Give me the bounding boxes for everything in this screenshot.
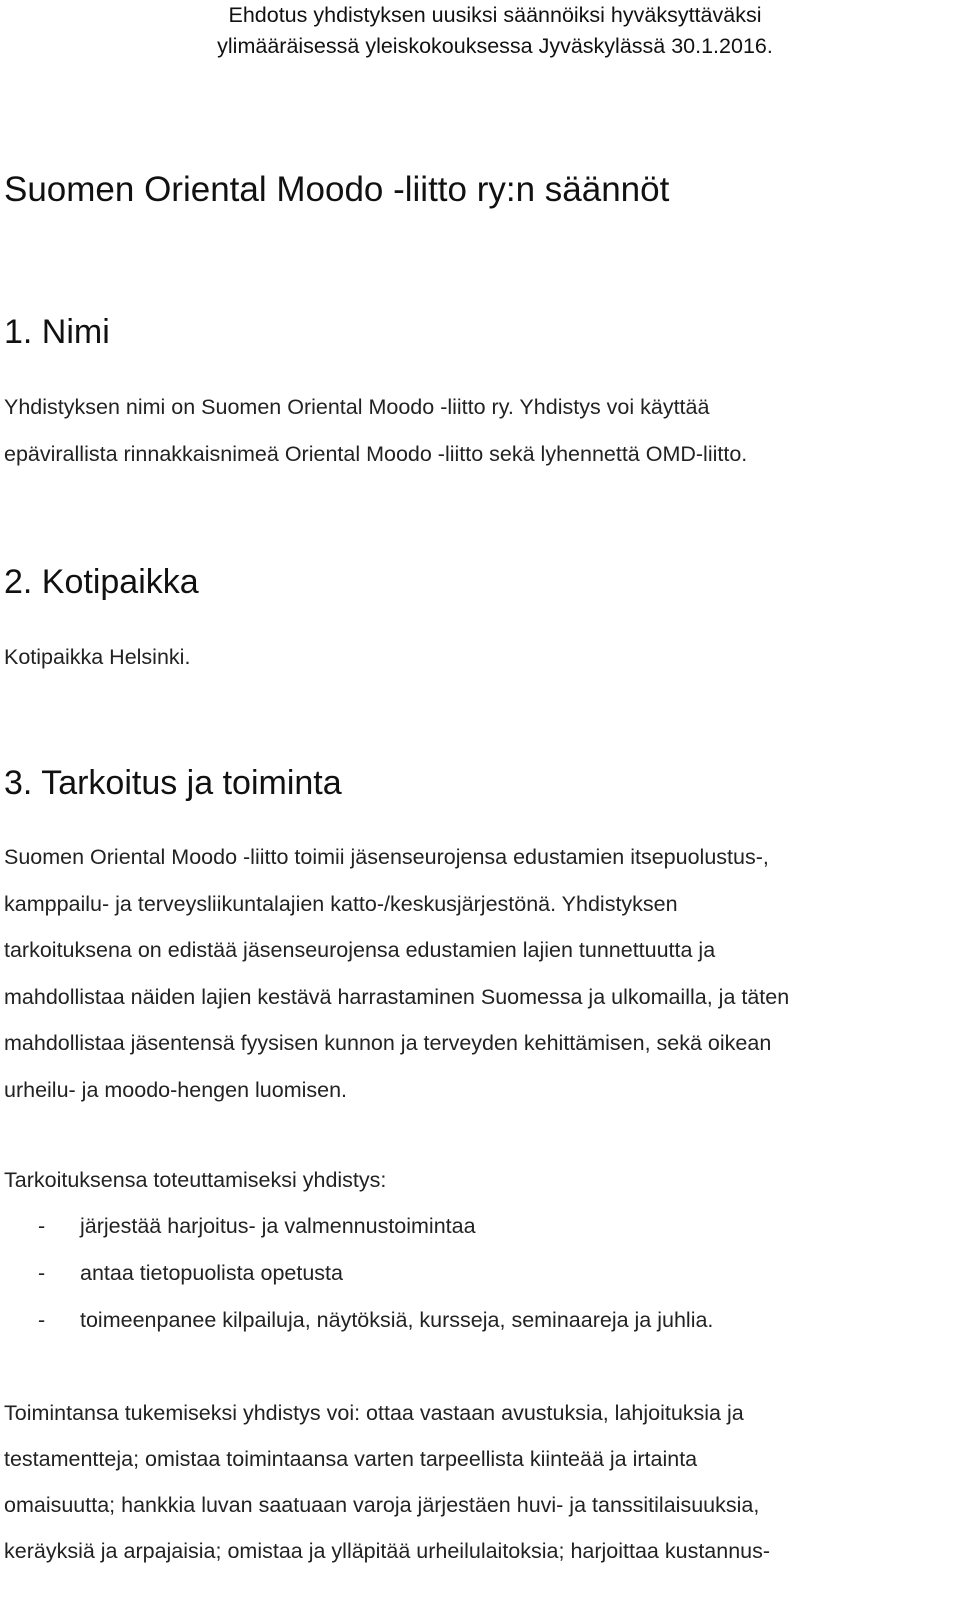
document-header: [0, 0, 960, 62]
list-item: [4, 1203, 954, 1250]
paragraph-nimi: [4, 384, 954, 478]
paragraph-line: Kotipaikka Helsinki.: [4, 645, 191, 669]
purpose-list: [4, 1203, 954, 1344]
paragraph-support: [4, 1390, 954, 1574]
section-heading-nimi: 1. Nimi: [4, 313, 110, 351]
document-title: Suomen Oriental Moodo -liitto ry:n säännöt: [4, 170, 670, 209]
list-item-text: järjestää harjoitus- ja valmennustoimintaa: [80, 1214, 476, 1238]
paragraph-line: omaisuutta; hankkia luvan saatuaan varoja järjestäen huvi- ja tanssitilaisuuksia,: [4, 1493, 760, 1517]
section-heading-kotipaikka: 2. Kotipaikka: [4, 563, 199, 601]
paragraph-kotipaikka: [4, 634, 954, 681]
list-dash: -: [38, 1261, 46, 1285]
list-dash: -: [38, 1214, 46, 1238]
paragraph-line: epävirallista rinnakkaisnimeä Oriental Moodo -liitto sekä lyhennettä OMD-liitto.: [4, 442, 748, 466]
header-line-1: Ehdotus yhdistyksen uusiksi säännöiksi hyväksyttäväksi: [228, 3, 762, 27]
paragraph-line: mahdollistaa näiden lajien kestävä harrastaminen Suomessa ja ulkomailla, ja täten: [4, 984, 790, 1009]
paragraph-line: kamppailu- ja terveysliikuntalajien katto-/keskusjärjestönä. Yhdistyksen: [4, 891, 678, 916]
paragraph-line: urheilu- ja moodo-hengen luomisen.: [4, 1077, 348, 1102]
paragraph-line: Suomen Oriental Moodo -liitto toimii jäsenseurojensa edustamien itsepuolustus-,: [4, 845, 769, 869]
header-line-2: ylimääräisessä yleiskokouksessa Jyväskylässä 30.1.2016.: [217, 34, 773, 58]
paragraph-tarkoitus: [4, 834, 954, 1114]
paragraph-line: testamentteja; omistaa toimintaansa varten tarpeellista kiinteää ja irtainta: [4, 1447, 698, 1471]
list-item-text: toimeenpanee kilpailuja, näytöksiä, kursseja, seminaareja ja juhlia.: [80, 1308, 714, 1332]
section-heading-tarkoitus: 3. Tarkoitus ja toiminta: [4, 764, 342, 802]
paragraph-line: Yhdistyksen nimi on Suomen Oriental Moodo -liitto ry. Yhdistys voi käyttää: [4, 395, 710, 419]
paragraph-line: Toimintansa tukemiseksi yhdistys voi: ottaa vastaan avustuksia, lahjoituksia ja: [4, 1401, 744, 1425]
list-item: [4, 1250, 954, 1297]
list-dash: -: [38, 1308, 46, 1332]
list-intro-text: Tarkoituksensa toteuttamiseksi yhdistys:: [4, 1168, 387, 1192]
paragraph-line: keräyksiä ja arpajaisia; omistaa ja ylläpitää urheilulaitoksia; harjoittaa kustannus-: [4, 1539, 771, 1563]
paragraph-line: tarkoituksena on edistää jäsenseurojensa edustamien lajien tunnettuutta ja: [4, 938, 716, 963]
list-item: [4, 1297, 954, 1344]
paragraph-line: mahdollistaa jäsentensä fyysisen kunnon ja terveyden kehittämisen, sekä oikean: [4, 1031, 772, 1056]
list-item-text: antaa tietopuolista opetusta: [80, 1261, 343, 1285]
list-intro: [4, 1157, 954, 1204]
